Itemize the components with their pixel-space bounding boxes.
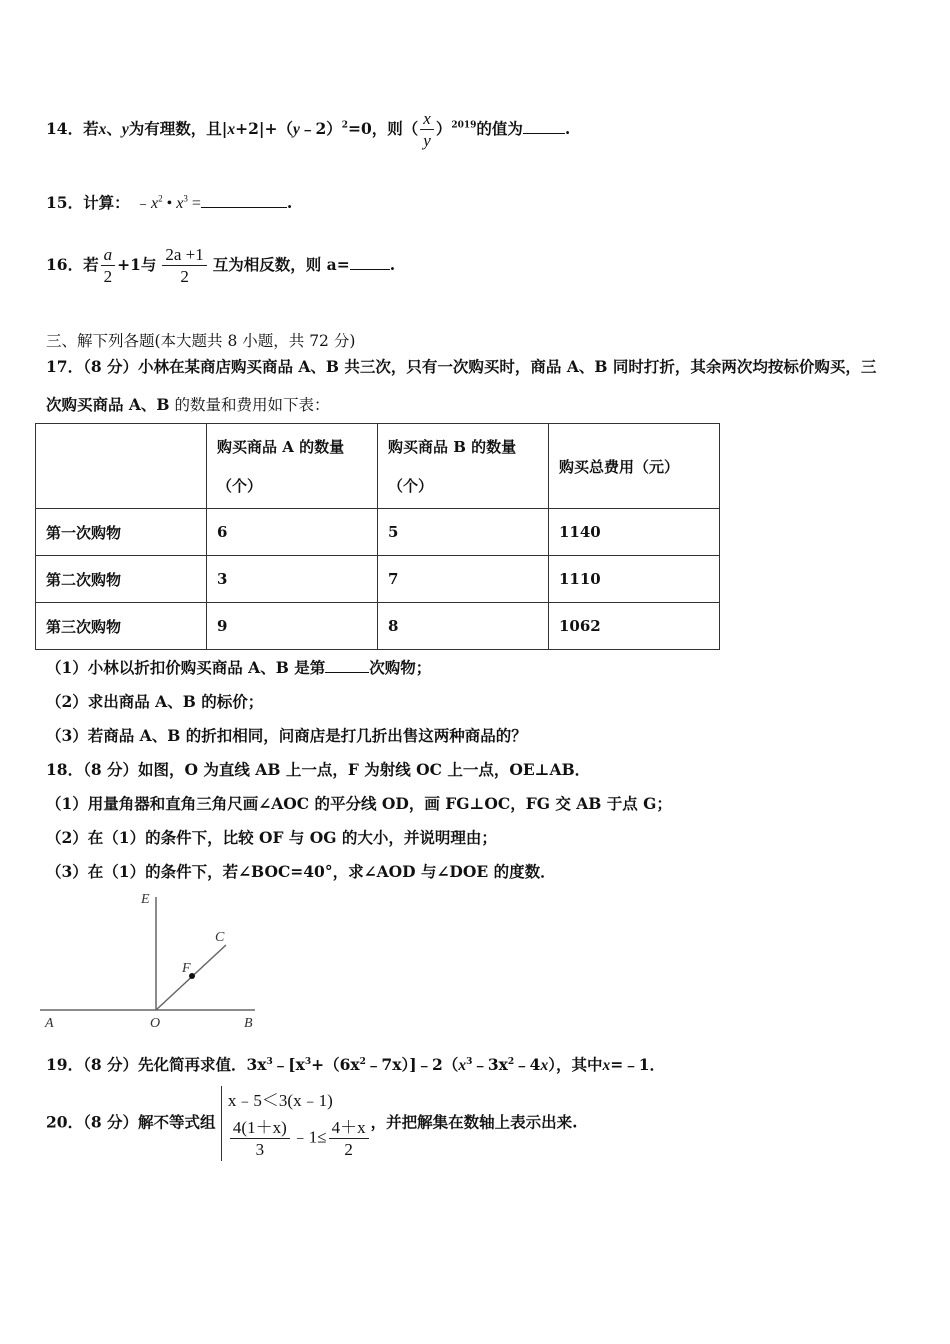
table-cell: 1140 — [549, 509, 720, 556]
question-14: 14．若x、y为有理数，且|x+2|+（y﹣2）$^2$=0，则（ $\frac{x}{y}$ ）$^{2019}$的值为 . — [46, 109, 571, 151]
answer-blank[interactable] — [325, 658, 369, 673]
table-cell: 8 — [378, 603, 549, 650]
table-cell: 1062 — [549, 603, 720, 650]
answer-blank[interactable] — [523, 119, 565, 134]
label-b: B — [244, 1016, 253, 1031]
purchase-table — [35, 423, 720, 650]
section-heading: 三、解下列各题(本大题共 8 小题，共 72 分) — [46, 332, 356, 350]
question-20: 20．（8 分）解不等式组 x﹣5＜3(x﹣1) $\frac{4(1+x)}{3}$ ﹣1≤ $\frac{4+x}{2}$ ，并把解集在数轴上表示出来. — [46, 1086, 578, 1161]
table-header-row — [36, 424, 720, 509]
question-16: 16．若 $\frac{a}{2}$ +1与 $\frac{2a +1}{2}$ 互为相反数，则 a= . — [46, 245, 396, 287]
table-cell: 1110 — [549, 556, 720, 603]
fraction-a-over-2: $\frac{a}{2}$ — [101, 244, 116, 288]
question-18-sub1: （1）用量角器和直角三角尺画∠AOC 的平分线 OD，画 FG⊥OC，FG 交 AB 于点 G； — [46, 794, 672, 813]
label-a: A — [45, 1016, 54, 1031]
table-header-cell: 购买商品 A 的数量 （个） — [207, 424, 378, 509]
geometry-figure — [40, 885, 270, 1035]
label-f: F — [182, 961, 191, 976]
label-e: E — [141, 892, 150, 907]
question-15: 15．计算： $﹣x^2$ • $x^3$ = . — [46, 193, 293, 212]
table-header-cell: 购买商品 B 的数量 （个） — [378, 424, 549, 509]
label-c: C — [215, 930, 225, 945]
math-expression: $﹣x^2$ • $x^3$ = — [135, 193, 201, 212]
question-18-sub3: （3）在（1）的条件下，若∠BOC=40°，求∠AOD 与∠DOE 的度数． — [46, 862, 556, 881]
table-header-cell: 购买总费用（元） — [549, 424, 720, 509]
fraction-2a-plus-1-over-2: $\frac{2a +1}{2}$ — [162, 244, 206, 288]
question-18-line1: 18．（8 分）如图，O 为直线 AB 上一点，F 为射线 OC 上一点，OE⊥AB． — [46, 760, 591, 779]
question-17-sub3: （3）若商品 A、B 的折扣相同，问商店是打几折出售这两种商品的？ — [46, 726, 527, 745]
table-cell: 第一次购物 — [36, 509, 207, 556]
table-cell: 9 — [207, 603, 378, 650]
table-header-cell — [36, 424, 207, 509]
answer-blank[interactable] — [201, 193, 287, 208]
table-cell: 3 — [207, 556, 378, 603]
question-17-sub1: （1）小林以折扣价购买商品 A、B 是第 次购物； — [46, 658, 432, 677]
question-18-sub2: （2）在（1）的条件下，比较 OF 与 OG 的大小，并说明理由； — [46, 828, 497, 847]
question-17-sub2: （2）求出商品 A、B 的标价； — [46, 692, 264, 711]
table-cell: 6 — [207, 509, 378, 556]
table-cell: 第二次购物 — [36, 556, 207, 603]
question-17-line1: 17．（8 分）小林在某商店购买商品 A、B 共三次，只有一次购买时，商品 A、B 同时打折，其余两次均按标价购买，三 — [46, 357, 877, 376]
table-row — [36, 509, 720, 556]
inequality-system: x﹣5＜3(x﹣1) $\frac{4(1+x)}{3}$ ﹣1≤ $\frac{4+x}{2}$ — [221, 1086, 371, 1161]
table-cell: 7 — [378, 556, 549, 603]
label-o: O — [150, 1016, 161, 1031]
table-cell: 5 — [378, 509, 549, 556]
table-cell: 第三次购物 — [36, 603, 207, 650]
question-17-line2: 次购买商品 A、B 的数量和费用如下表： — [46, 395, 330, 414]
question-19: 19．（8 分）先化简再求值．$3x^3﹣[x^3+(6x^2﹣7x)]﹣2(x^3﹣3x^2﹣4x)$，其中x=﹣1． — [46, 1055, 665, 1074]
fraction-x-over-y: $\frac{x}{y}$ — [420, 108, 434, 152]
table-row — [36, 556, 720, 603]
answer-blank[interactable] — [350, 255, 390, 270]
table-row — [36, 603, 720, 650]
